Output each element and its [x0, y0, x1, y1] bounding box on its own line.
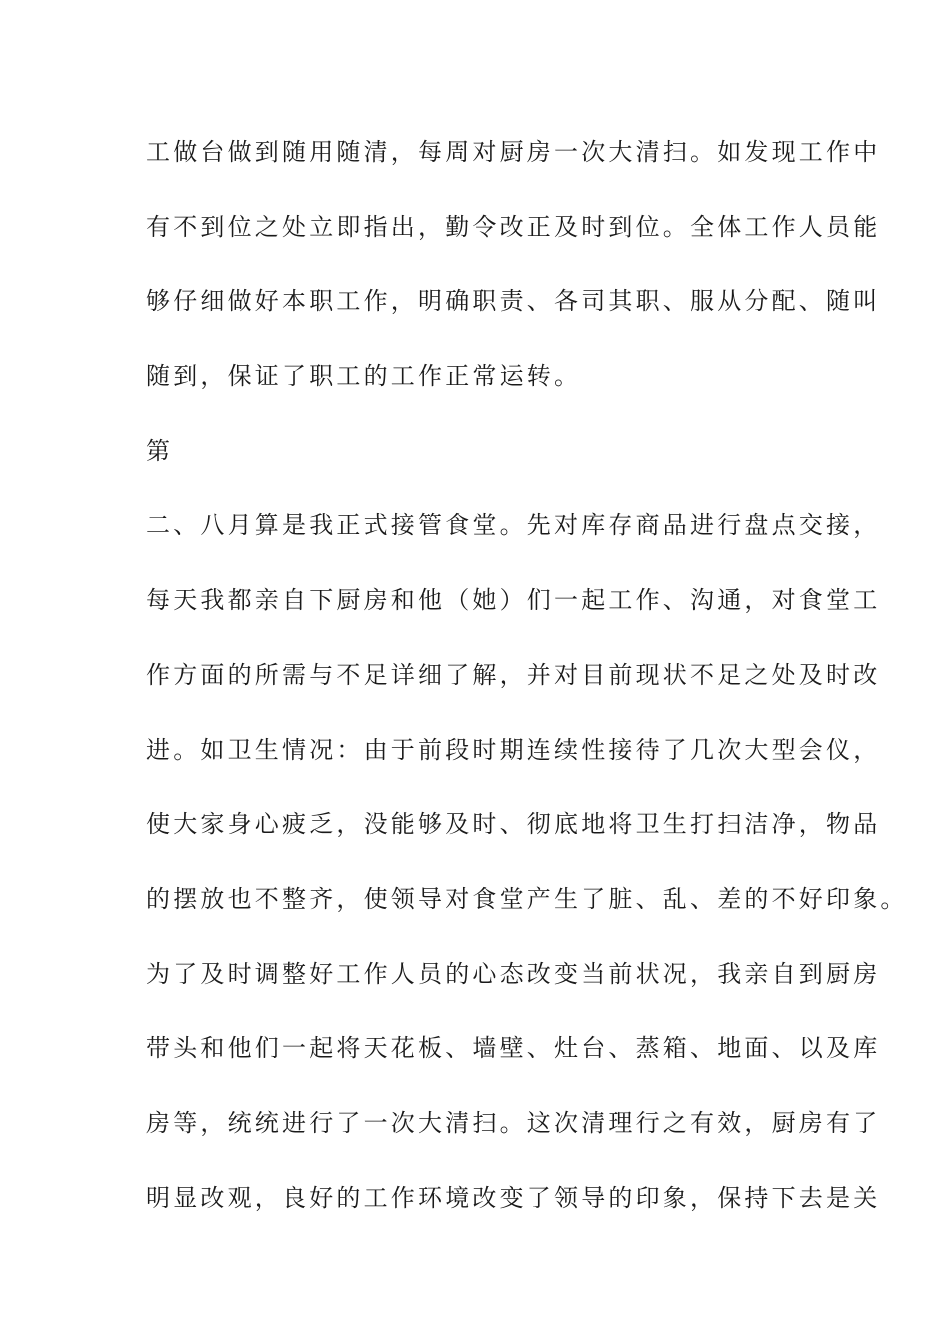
text-line: 带头和他们一起将天花板、墙壁、灶台、蒸箱、地面、以及库 [146, 1034, 881, 1063]
text-line: 作方面的所需与不足详细了解，并对目前现状不足之处及时改 [146, 660, 881, 689]
text-line: 工做台做到随用随清，每周对厨房一次大清扫。如发现工作中 [146, 138, 881, 166]
text-line: 明显改观，良好的工作环境改变了领导的印象，保持下去是关 [146, 1183, 881, 1212]
text-line: 第 [146, 436, 174, 465]
text-line: 每天我都亲自下厨房和他（她）们一起工作、沟通，对食堂工 [146, 586, 881, 615]
body-text [146, 128, 908, 1248]
text-line: 够仔细做好本职工作，明确职责、各司其职、服从分配、随叫 [146, 287, 881, 316]
text-line: 为了及时调整好工作人员的心态改变当前状况，我亲自到厨房 [146, 959, 881, 988]
text-line: 二、八月算是我正式接管食堂。先对库存商品进行盘点交接， [146, 511, 881, 540]
text-line: 进。如卫生情况：由于前段时期连续性接待了几次大型会仪， [146, 735, 881, 764]
text-line: 随到，保证了职工的工作正常运转。 [146, 362, 582, 391]
text-line: 使大家身心疲乏，没能够及时、彻底地将卫生打扫洁净，物品 [146, 810, 881, 839]
text-line: 有不到位之处立即指出，勤令改正及时到位。全体工作人员能 [146, 212, 881, 241]
text-line: 的摆放也不整齐，使领导对食堂产生了脏、乱、差的不好印象。 [146, 884, 908, 913]
text-line: 房等，统统进行了一次大清扫。这次清理行之有效，厨房有了 [146, 1108, 881, 1137]
